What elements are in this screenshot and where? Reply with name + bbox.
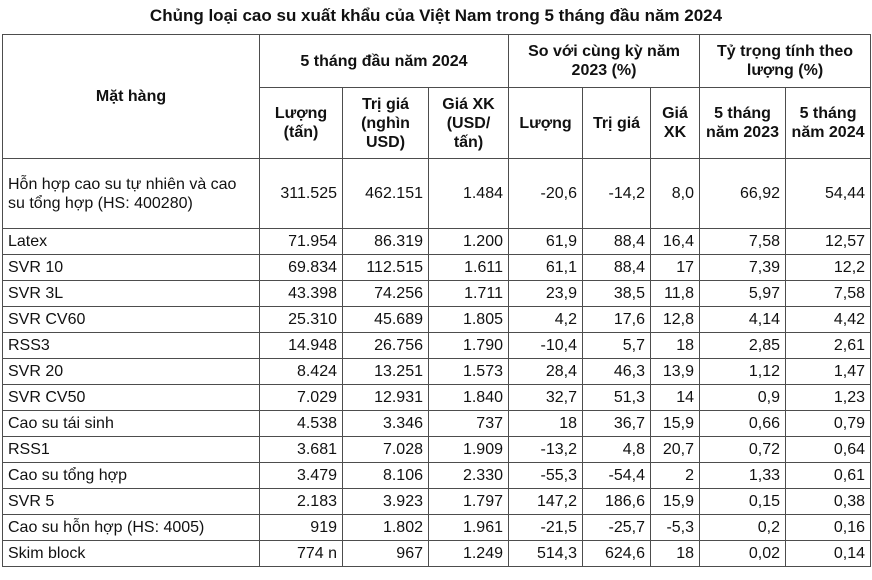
- cell-chg-qty: 23,9: [509, 281, 583, 307]
- header-group-5months: 5 tháng đầu năm 2024: [260, 35, 509, 88]
- cell-share-2023: 5,97: [700, 281, 786, 307]
- rubber-export-table: [2, 34, 871, 567]
- cell-chg-value: -25,7: [583, 515, 651, 541]
- cell-value: 45.689: [343, 307, 429, 333]
- cell-item-name: SVR CV60: [3, 307, 260, 333]
- header-item: Mặt hàng: [3, 35, 260, 159]
- cell-qty: 3.681: [260, 437, 343, 463]
- cell-price: 1.200: [429, 229, 509, 255]
- cell-chg-qty: 61,1: [509, 255, 583, 281]
- cell-chg-price: 18: [651, 333, 700, 359]
- cell-share-2024: 0,38: [786, 489, 871, 515]
- cell-value: 13.251: [343, 359, 429, 385]
- cell-chg-qty: -13,2: [509, 437, 583, 463]
- cell-qty: 919: [260, 515, 343, 541]
- cell-chg-price: -5,3: [651, 515, 700, 541]
- cell-share-2024: 0,61: [786, 463, 871, 489]
- cell-item-name: Hỗn hợp cao su tự nhiên và cao su tổng hợp (HS: 400280): [3, 159, 260, 229]
- table-row: [3, 359, 871, 385]
- header-qty: Lượng (tấn): [260, 88, 343, 159]
- cell-item-name: Latex: [3, 229, 260, 255]
- cell-chg-price: 11,8: [651, 281, 700, 307]
- cell-chg-qty: 32,7: [509, 385, 583, 411]
- cell-price: 1.790: [429, 333, 509, 359]
- header-group-yoy: So với cùng kỳ năm 2023 (%): [509, 35, 700, 88]
- cell-item-name: SVR 3L: [3, 281, 260, 307]
- cell-share-2024: 54,44: [786, 159, 871, 229]
- table-row: [3, 255, 871, 281]
- cell-item-name: Cao su hỗn hợp (HS: 4005): [3, 515, 260, 541]
- cell-chg-price: 12,8: [651, 307, 700, 333]
- cell-qty: 43.398: [260, 281, 343, 307]
- cell-chg-price: 20,7: [651, 437, 700, 463]
- cell-share-2023: 0,2: [700, 515, 786, 541]
- cell-chg-qty: 61,9: [509, 229, 583, 255]
- cell-qty: 7.029: [260, 385, 343, 411]
- cell-value: 112.515: [343, 255, 429, 281]
- cell-item-name: SVR 10: [3, 255, 260, 281]
- cell-price: 1.249: [429, 541, 509, 567]
- cell-share-2023: 2,85: [700, 333, 786, 359]
- table-row: [3, 229, 871, 255]
- cell-qty: 4.538: [260, 411, 343, 437]
- cell-share-2023: 0,72: [700, 437, 786, 463]
- cell-share-2023: 0,15: [700, 489, 786, 515]
- cell-chg-qty: -21,5: [509, 515, 583, 541]
- cell-value: 86.319: [343, 229, 429, 255]
- cell-value: 3.923: [343, 489, 429, 515]
- cell-chg-value: 17,6: [583, 307, 651, 333]
- cell-item-name: Cao su tái sinh: [3, 411, 260, 437]
- cell-chg-price: 14: [651, 385, 700, 411]
- cell-price: 737: [429, 411, 509, 437]
- cell-item-name: SVR 20: [3, 359, 260, 385]
- cell-value: 7.028: [343, 437, 429, 463]
- table-row: [3, 159, 871, 229]
- cell-share-2024: 0,79: [786, 411, 871, 437]
- cell-share-2024: 1,23: [786, 385, 871, 411]
- cell-chg-value: 4,8: [583, 437, 651, 463]
- header-chg-value: Trị giá: [583, 88, 651, 159]
- cell-chg-qty: -10,4: [509, 333, 583, 359]
- cell-chg-value: 624,6: [583, 541, 651, 567]
- cell-item-name: Skim block: [3, 541, 260, 567]
- cell-chg-qty: -55,3: [509, 463, 583, 489]
- cell-value: 74.256: [343, 281, 429, 307]
- cell-value: 26.756: [343, 333, 429, 359]
- header-share-2023: 5 tháng năm 2023: [700, 88, 786, 159]
- cell-item-name: RSS3: [3, 333, 260, 359]
- table-title: Chủng loại cao su xuất khẩu của Việt Nam trong 5 tháng đầu năm 2024: [149, 6, 723, 25]
- cell-chg-price: 8,0: [651, 159, 700, 229]
- header-price: Giá XK (USD/ tấn): [429, 88, 509, 159]
- cell-chg-value: 36,7: [583, 411, 651, 437]
- cell-chg-price: 17: [651, 255, 700, 281]
- cell-share-2024: 12,2: [786, 255, 871, 281]
- cell-value: 1.802: [343, 515, 429, 541]
- cell-qty: 69.834: [260, 255, 343, 281]
- cell-value: 462.151: [343, 159, 429, 229]
- cell-price: 1.797: [429, 489, 509, 515]
- cell-chg-qty: 147,2: [509, 489, 583, 515]
- cell-share-2023: 0,66: [700, 411, 786, 437]
- cell-share-2023: 7,58: [700, 229, 786, 255]
- cell-value: 8.106: [343, 463, 429, 489]
- cell-share-2024: 0,16: [786, 515, 871, 541]
- cell-price: 1.573: [429, 359, 509, 385]
- cell-share-2024: 7,58: [786, 281, 871, 307]
- cell-share-2024: 2,61: [786, 333, 871, 359]
- cell-price: 1.611: [429, 255, 509, 281]
- cell-chg-price: 16,4: [651, 229, 700, 255]
- table-row: [3, 307, 871, 333]
- header-share-2024: 5 tháng năm 2024: [786, 88, 871, 159]
- cell-qty: 71.954: [260, 229, 343, 255]
- header-group-share: Tỷ trọng tính theo lượng (%): [700, 35, 871, 88]
- cell-share-2023: 1,33: [700, 463, 786, 489]
- cell-chg-price: 18: [651, 541, 700, 567]
- cell-qty: 14.948: [260, 333, 343, 359]
- cell-item-name: SVR CV50: [3, 385, 260, 411]
- cell-chg-qty: 4,2: [509, 307, 583, 333]
- cell-chg-value: 46,3: [583, 359, 651, 385]
- cell-qty: 3.479: [260, 463, 343, 489]
- table-row: [3, 281, 871, 307]
- cell-chg-price: 13,9: [651, 359, 700, 385]
- cell-item-name: RSS1: [3, 437, 260, 463]
- table-row: [3, 333, 871, 359]
- cell-share-2024: 4,42: [786, 307, 871, 333]
- cell-price: 1.711: [429, 281, 509, 307]
- cell-share-2023: 1,12: [700, 359, 786, 385]
- cell-price: 1.484: [429, 159, 509, 229]
- cell-chg-value: -14,2: [583, 159, 651, 229]
- table-row: [3, 411, 871, 437]
- header-chg-qty: Lượng: [509, 88, 583, 159]
- cell-share-2023: 0,9: [700, 385, 786, 411]
- cell-value: 967: [343, 541, 429, 567]
- table-row: [3, 541, 871, 567]
- cell-chg-value: -54,4: [583, 463, 651, 489]
- cell-chg-price: 2: [651, 463, 700, 489]
- cell-share-2024: 0,14: [786, 541, 871, 567]
- cell-qty: 311.525: [260, 159, 343, 229]
- cell-qty: 2.183: [260, 489, 343, 515]
- table-row: [3, 437, 871, 463]
- cell-item-name: SVR 5: [3, 489, 260, 515]
- cell-share-2023: 7,39: [700, 255, 786, 281]
- cell-share-2023: 66,92: [700, 159, 786, 229]
- header-value: Trị giá (nghìn USD): [343, 88, 429, 159]
- cell-price: 2.330: [429, 463, 509, 489]
- cell-chg-qty: 514,3: [509, 541, 583, 567]
- cell-share-2024: 12,57: [786, 229, 871, 255]
- cell-chg-value: 88,4: [583, 255, 651, 281]
- cell-share-2024: 0,64: [786, 437, 871, 463]
- cell-value: 12.931: [343, 385, 429, 411]
- table-row: [3, 385, 871, 411]
- cell-chg-qty: 28,4: [509, 359, 583, 385]
- cell-chg-value: 88,4: [583, 229, 651, 255]
- cell-chg-price: 15,9: [651, 411, 700, 437]
- cell-chg-qty: -20,6: [509, 159, 583, 229]
- table-row: [3, 463, 871, 489]
- table-body: [3, 159, 871, 567]
- cell-share-2024: 1,47: [786, 359, 871, 385]
- cell-price: 1.840: [429, 385, 509, 411]
- cell-share-2023: 0,02: [700, 541, 786, 567]
- cell-qty: 8.424: [260, 359, 343, 385]
- cell-chg-value: 5,7: [583, 333, 651, 359]
- cell-price: 1.909: [429, 437, 509, 463]
- cell-value: 3.346: [343, 411, 429, 437]
- table-row: [3, 515, 871, 541]
- cell-qty: 774 n: [260, 541, 343, 567]
- cell-chg-value: 186,6: [583, 489, 651, 515]
- cell-item-name: Cao su tổng hợp: [3, 463, 260, 489]
- cell-share-2023: 4,14: [700, 307, 786, 333]
- cell-qty: 25.310: [260, 307, 343, 333]
- cell-price: 1.961: [429, 515, 509, 541]
- cell-chg-price: 15,9: [651, 489, 700, 515]
- table-row: [3, 489, 871, 515]
- cell-chg-value: 51,3: [583, 385, 651, 411]
- cell-chg-value: 38,5: [583, 281, 651, 307]
- cell-chg-qty: 18: [509, 411, 583, 437]
- header-chg-price: Giá XK: [651, 88, 700, 159]
- cell-price: 1.805: [429, 307, 509, 333]
